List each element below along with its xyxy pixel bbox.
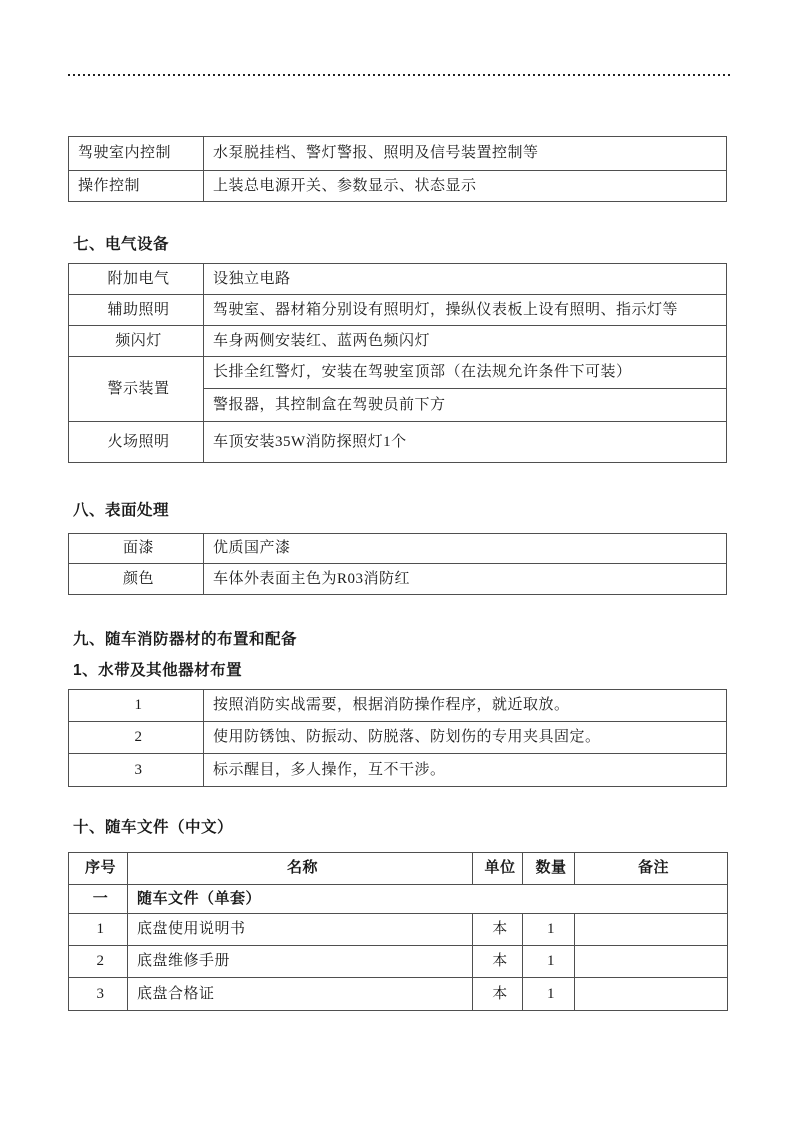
col-header-name: 名称 [128,853,473,885]
cab-controls-table [68,136,727,202]
row-index: 1 [69,914,128,946]
spec-label: 面漆 [69,534,204,564]
spec-label: 附加电气 [69,264,204,295]
spec-value: 优质国产漆 [204,534,727,564]
document-unit: 本 [473,978,523,1011]
table-row [69,722,727,754]
spec-value: 水泵脱挂档、警灯警报、照明及信号装置控制等 [204,137,727,171]
group-title: 随车文件（单套） [128,885,728,914]
document-unit: 本 [473,914,523,946]
surface-treatment-table [68,533,727,595]
spec-label: 频闪灯 [69,326,204,357]
document-name: 底盘合格证 [128,978,473,1011]
spec-value: 使用防锈蚀、防振动、防脱落、防划伤的专用夹具固定。 [204,722,727,754]
spec-label: 驾驶室内控制 [69,137,204,171]
spec-label: 辅助照明 [69,295,204,326]
table-row [69,264,727,295]
section-heading-surface: 八、表面处理 [73,502,170,519]
col-header-remark: 备注 [575,853,728,885]
hose-layout-table [68,689,727,787]
row-number: 3 [69,754,204,787]
section-heading-documents: 十、随车文件（中文） [73,819,234,836]
col-header-index: 序号 [69,853,128,885]
table-row [69,564,727,595]
electrical-equipment-table [68,263,727,463]
document-qty: 1 [523,946,575,978]
table-row [69,422,727,463]
document-name: 底盘使用说明书 [128,914,473,946]
table-group-row [69,885,728,914]
section-heading-electrical: 七、电气设备 [73,236,170,253]
spec-label: 火场照明 [69,422,204,463]
spec-label: 操作控制 [69,171,204,202]
subsection-heading-hose-layout: 1、水带及其他器材布置 [73,662,243,679]
document-name: 底盘维修手册 [128,946,473,978]
row-index: 2 [69,946,128,978]
table-row [69,978,728,1011]
table-row [69,946,728,978]
spec-value: 标示醒目，多人操作，互不干涉。 [204,754,727,787]
spec-value: 车顶安装35W消防探照灯1个 [204,422,727,463]
row-number: 1 [69,690,204,722]
table-row [69,914,728,946]
table-row [69,326,727,357]
spec-label: 颜色 [69,564,204,595]
spec-label: 警示装置 [69,357,204,422]
document-remark [575,978,728,1011]
spec-value: 车身两侧安装红、蓝两色频闪灯 [204,326,727,357]
table-row [69,137,727,171]
spec-value: 警报器，其控制盒在驾驶员前下方 [204,389,727,422]
row-number: 2 [69,722,204,754]
col-header-qty: 数量 [523,853,575,885]
spec-value: 上装总电源开关、参数显示、状态显示 [204,171,727,202]
table-header-row [69,853,728,885]
table-row [69,171,727,202]
spec-value: 按照消防实战需要，根据消防操作程序，就近取放。 [204,690,727,722]
spec-value: 设独立电路 [204,264,727,295]
table-row [69,754,727,787]
spec-value: 车体外表面主色为R03消防红 [204,564,727,595]
document-unit: 本 [473,946,523,978]
table-row [69,690,727,722]
row-index: 一 [69,885,128,914]
page-break-dotted-rule [68,74,731,76]
col-header-unit: 单位 [473,853,523,885]
document-remark [575,914,728,946]
table-row [69,534,727,564]
document-remark [575,946,728,978]
table-row [69,357,727,389]
table-row [69,295,727,326]
document-qty: 1 [523,978,575,1011]
section-heading-equipment-layout: 九、随车消防器材的布置和配备 [73,631,298,648]
spec-value: 驾驶室、器材箱分别设有照明灯，操纵仪表板上设有照明、指示灯等 [204,295,727,326]
row-index: 3 [69,978,128,1011]
spec-value: 长排全红警灯，安装在驾驶室顶部（在法规允许条件下可装） [204,357,727,389]
document-qty: 1 [523,914,575,946]
documents-table [68,852,728,1011]
